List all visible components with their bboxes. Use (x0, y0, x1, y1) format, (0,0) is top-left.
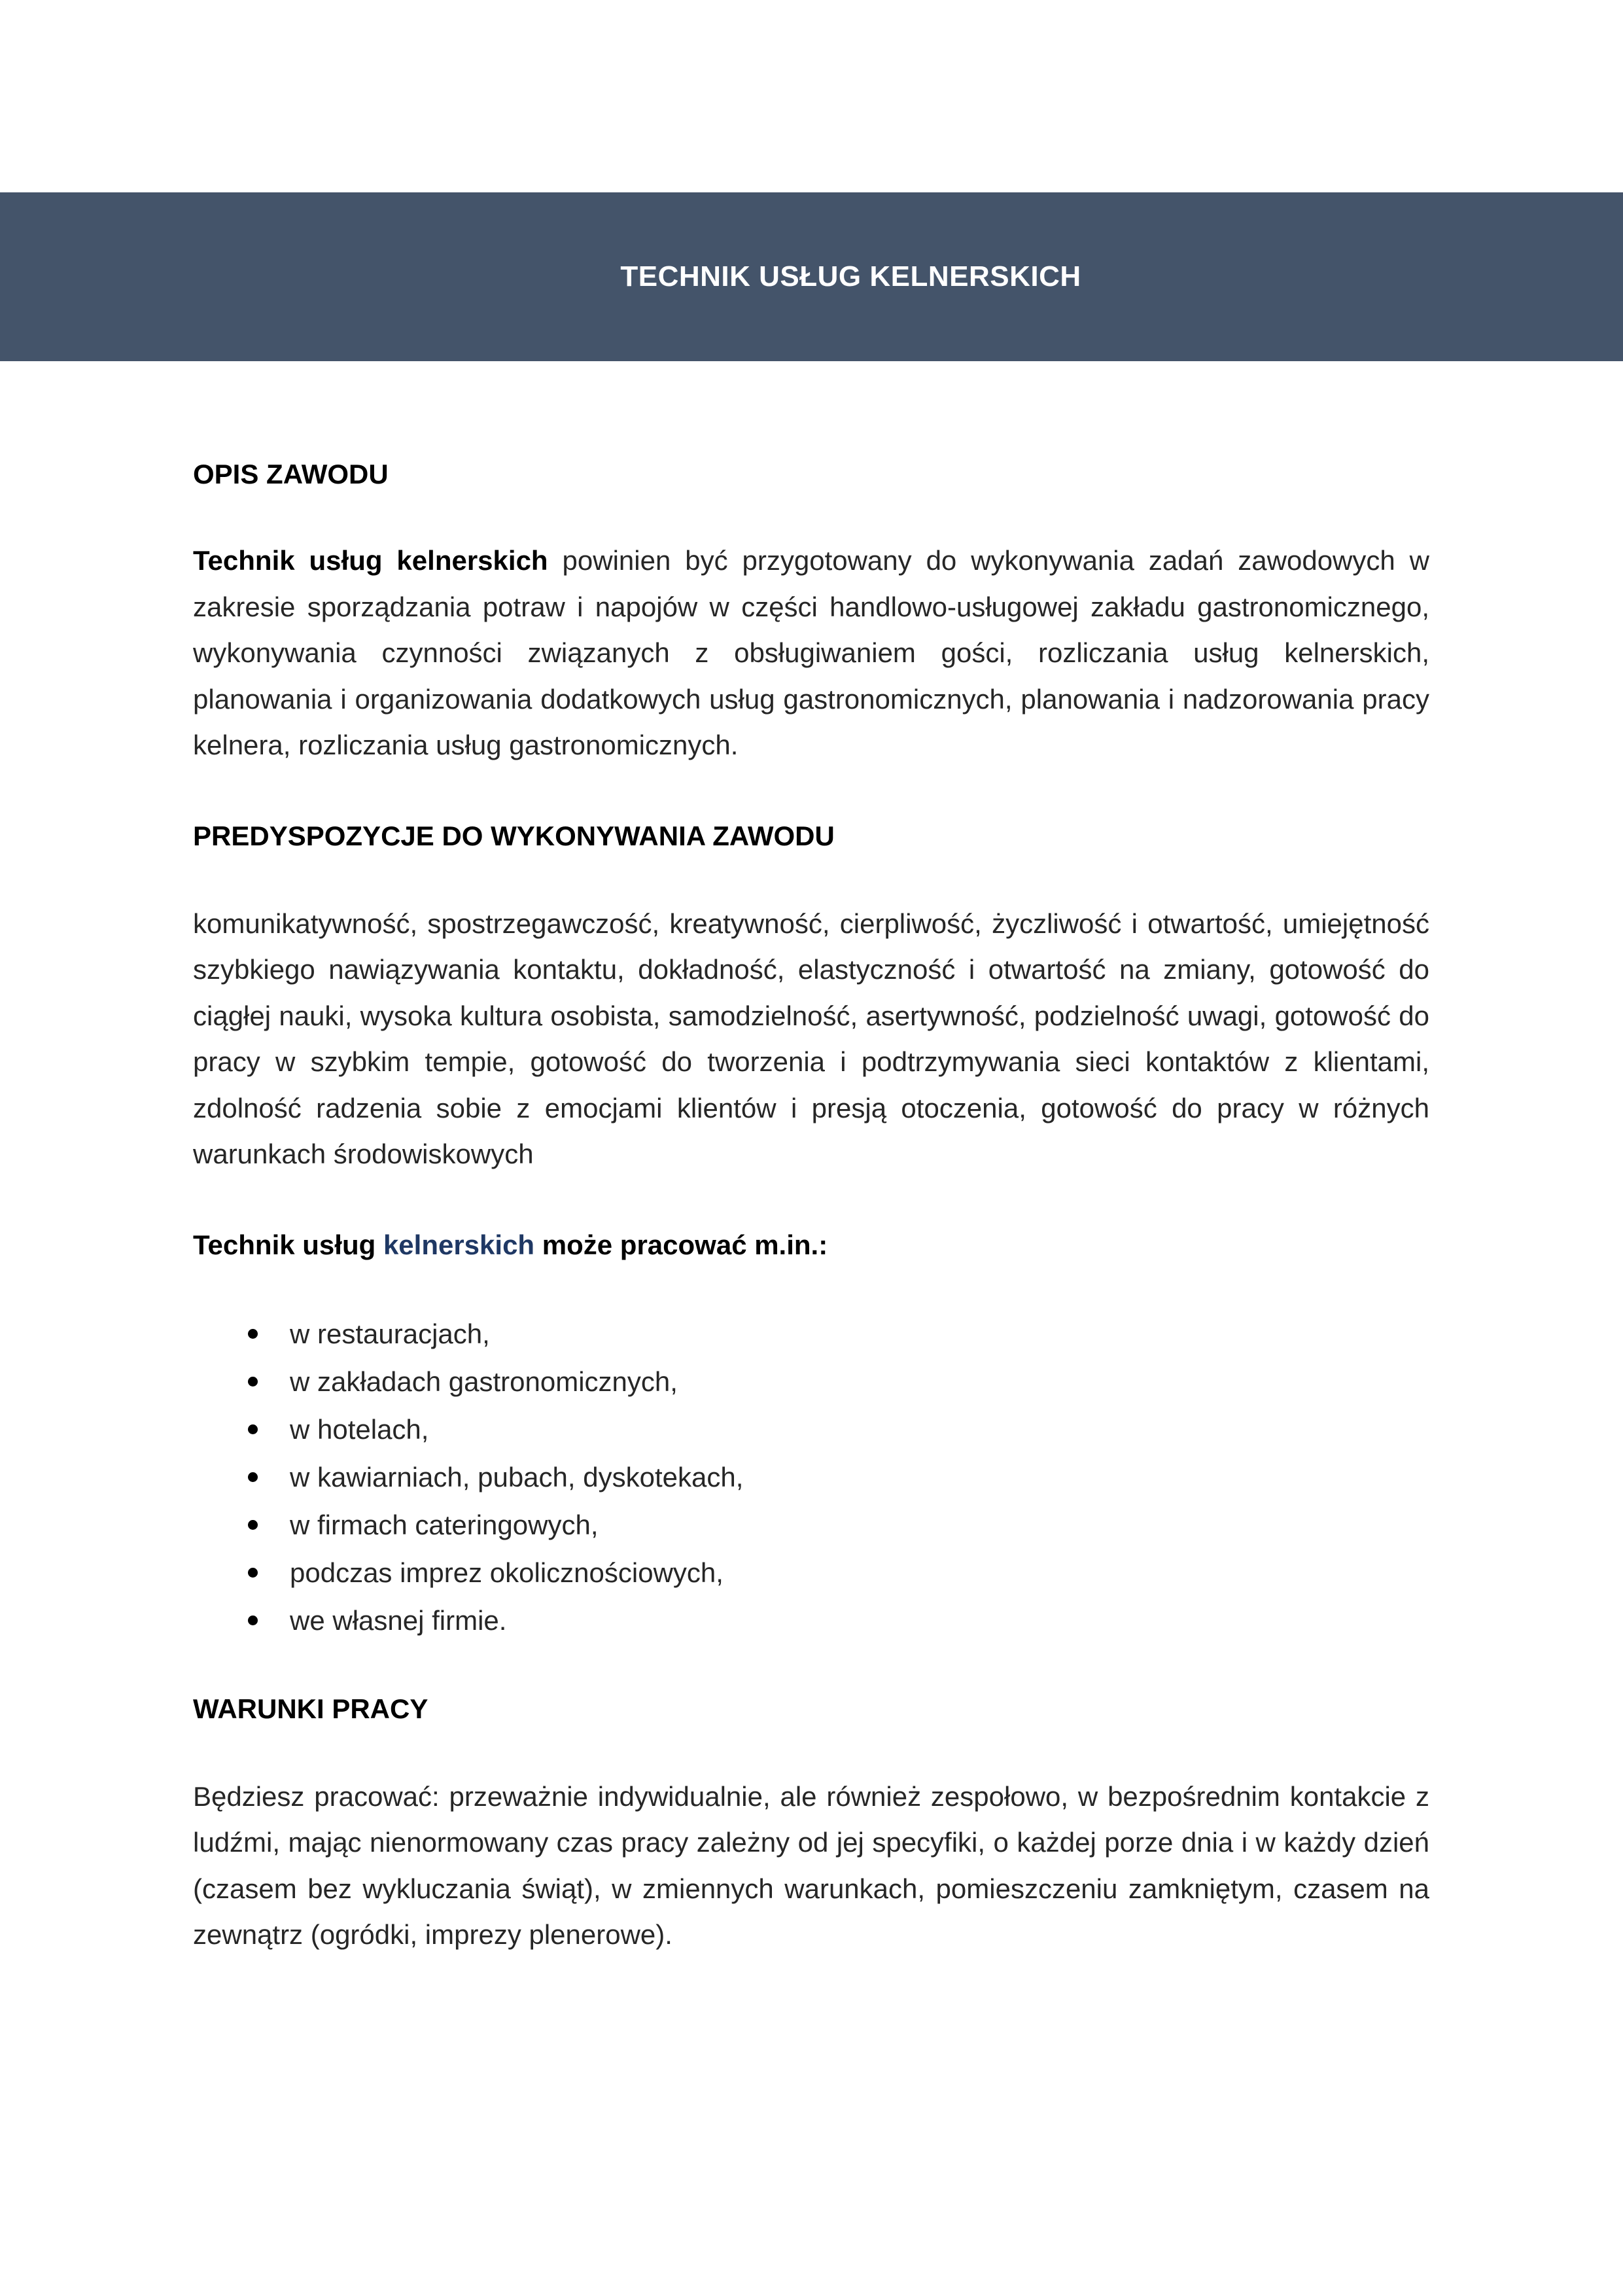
list-item-text: w zakładach gastronomicznych, (290, 1366, 678, 1397)
list-item (193, 1453, 1429, 1501)
description-text: powinien być przygotowany do wykonywania zadań zawodowych w zakresie sporządzania potraw i napojów w części handlowo-usługowej zakładu gastronomicznego, wykonywania czynności związanych z obsługiwaniem gości, rozliczania usług kelnerskich, planowania i organizowania dodatkowych usług gastronomicznych, planowania i nadzorowania pracy kelnera, rozliczania usług gastronomicznych. (193, 545, 1429, 760)
bullet-icon (248, 1377, 258, 1386)
section-heading-conditions: WARUNKI PRACY (193, 1693, 428, 1724)
predispositions-paragraph: komunikatywność, spostrzegawczość, kreatywność, cierpliwość, życzliwość i otwartość, umiejętność szybkiego nawiązywania kontaktu, dokładność, elastyczność i otwartość na zmiany, gotowość do ciągłej nauki, wysoka kultura osobista, samodzielność, asertywność, podzielność uwagi, gotowość do pracy w szybkim tempie, gotowość do tworzenia i podtrzymywania sieci kontaktów z klientami, zdolność radzenia sobie z emocjami klientów i presją otoczenia, gotowość do pracy w różnych warunkach środowiskowych (193, 908, 1429, 1169)
workplaces-heading-part2: kelnerskich (383, 1229, 535, 1260)
list-item (193, 1310, 1429, 1358)
list-item (193, 1549, 1429, 1597)
section-heading-workplaces (193, 1222, 1429, 1268)
workplaces-heading-part1: Technik usług (193, 1229, 383, 1260)
list-item (193, 1358, 1429, 1405)
list-item-text: podczas imprez okolicznościowych, (290, 1557, 724, 1588)
title-banner (0, 192, 1623, 361)
description-lead: Technik usług kelnerskich (193, 545, 548, 576)
description-paragraph (193, 538, 1429, 769)
page-title: TECHNIK USŁUG KELNERSKICH (620, 260, 1081, 292)
workplaces-heading-part3: może pracować m.in.: (534, 1229, 828, 1260)
bullet-icon (248, 1424, 258, 1434)
list-item-text: w kawiarniach, pubach, dyskotekach, (290, 1461, 744, 1492)
list-item-text: w restauracjach, (290, 1318, 490, 1349)
list-item (193, 1405, 1429, 1453)
section-heading-predispositions: PREDYSPOZYCJE DO WYKONYWANIA ZAWODU (193, 820, 835, 851)
bullet-icon (248, 1472, 258, 1482)
list-item-text: w firmach cateringowych, (290, 1509, 599, 1540)
list-item-text: we własnej firmie. (290, 1604, 507, 1636)
bullet-icon (248, 1568, 258, 1578)
workplaces-list (193, 1310, 1429, 1644)
bullet-icon (248, 1329, 258, 1339)
section-heading-description: OPIS ZAWODU (193, 459, 389, 489)
list-item (193, 1501, 1429, 1549)
list-item-text: w hotelach, (290, 1413, 429, 1445)
conditions-paragraph: Będziesz pracować: przeważnie indywidualnie, ale również zespołowo, w bezpośrednim kontakcie z ludźmi, mając nienormowany czas pracy zależny od jej specyfiki, o każdej porze dnia i w każdy dzień (czasem bez wykluczania świąt), w zmiennych warunkach, pomieszczeniu zamkniętym, czasem na zewnątrz (ogródki, imprezy plenerowe). (193, 1780, 1429, 1950)
list-item (193, 1597, 1429, 1644)
document-body (193, 451, 1429, 1958)
bullet-icon (248, 1616, 258, 1625)
bullet-icon (248, 1520, 258, 1530)
